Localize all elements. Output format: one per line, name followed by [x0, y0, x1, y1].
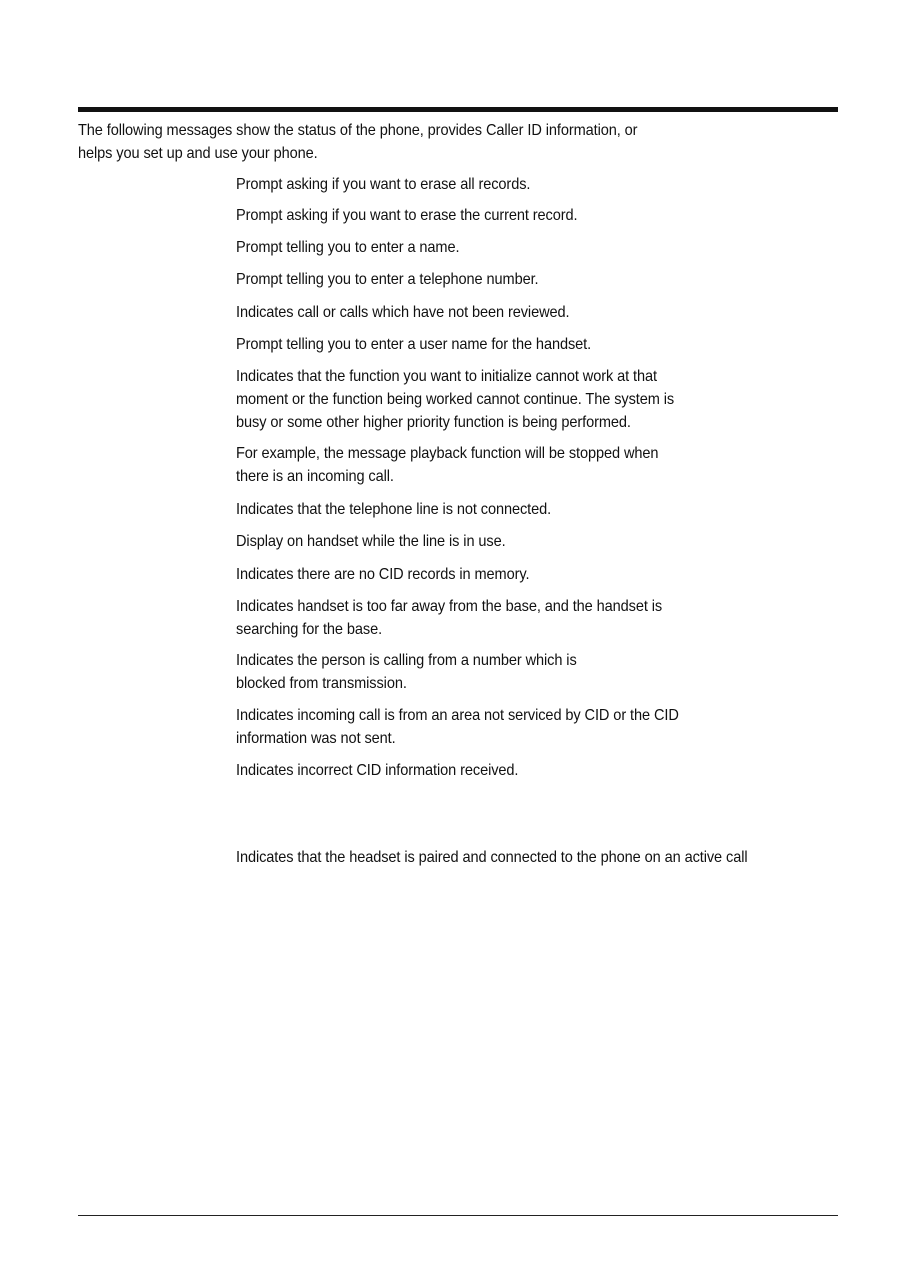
- message-line: Indicates that the function you want to initialize cannot work at that: [236, 368, 657, 385]
- message-line: Prompt telling you to enter a telephone number.: [236, 271, 539, 288]
- top-rule: [78, 107, 838, 112]
- message-example: [236, 442, 658, 488]
- message-line: Prompt asking if you want to erase the current record.: [236, 207, 578, 224]
- message-enter-user-name: [236, 333, 591, 356]
- message-enter-name: [236, 236, 459, 259]
- bottom-rule: [78, 1215, 838, 1216]
- message-line: blocked from transmission.: [236, 675, 407, 692]
- message-headset-paired: [236, 846, 748, 869]
- message-line: Indicates there are no CID records in memory.: [236, 566, 530, 583]
- message-line: Prompt asking if you want to erase all records.: [236, 176, 531, 193]
- message-line: Prompt telling you to enter a user name for the handset.: [236, 336, 592, 353]
- message-line-in-use: [236, 530, 506, 553]
- message-line: Indicates the person is calling from a number which is: [236, 652, 577, 669]
- message-line: busy or some other higher priority function is being performed.: [236, 414, 631, 431]
- message-line: Indicates call or calls which have not been reviewed.: [236, 304, 570, 321]
- message-line: For example, the message playback function will be stopped when: [236, 445, 659, 462]
- message-enter-number: [236, 268, 538, 291]
- message-line-not-connected: [236, 498, 551, 521]
- message-line: there is an incoming call.: [236, 468, 394, 485]
- message-line: Indicates incoming call is from an area not serviced by CID or the CID: [236, 707, 679, 724]
- message-no-cid-records: [236, 563, 529, 586]
- message-system-busy: [236, 365, 674, 434]
- message-erase-all: [236, 173, 530, 196]
- message-line: Indicates that the headset is paired and connected to the phone on an active call: [236, 849, 748, 866]
- message-erase-current: [236, 204, 577, 227]
- intro-paragraph: [78, 119, 733, 165]
- message-line: Indicates incorrect CID information received.: [236, 762, 519, 779]
- message-incorrect-cid: [236, 759, 518, 782]
- message-blocked-caller: [236, 649, 577, 695]
- message-unknown-area: [236, 704, 679, 750]
- message-out-of-range: [236, 595, 662, 641]
- message-line: searching for the base.: [236, 621, 383, 638]
- message-line: Prompt telling you to enter a name.: [236, 239, 460, 256]
- intro-line-2: helps you set up and use your phone.: [78, 145, 318, 162]
- message-line: moment or the function being worked cannot continue. The system is: [236, 391, 675, 408]
- message-line: information was not sent.: [236, 730, 396, 747]
- message-line: Display on handset while the line is in use.: [236, 533, 506, 550]
- message-not-reviewed: [236, 301, 569, 324]
- message-line: Indicates that the telephone line is not connected.: [236, 501, 552, 518]
- intro-line-1: The following messages show the status of the phone, provides Caller ID information, or: [78, 122, 638, 139]
- message-line: Indicates handset is too far away from the base, and the handset is: [236, 598, 663, 615]
